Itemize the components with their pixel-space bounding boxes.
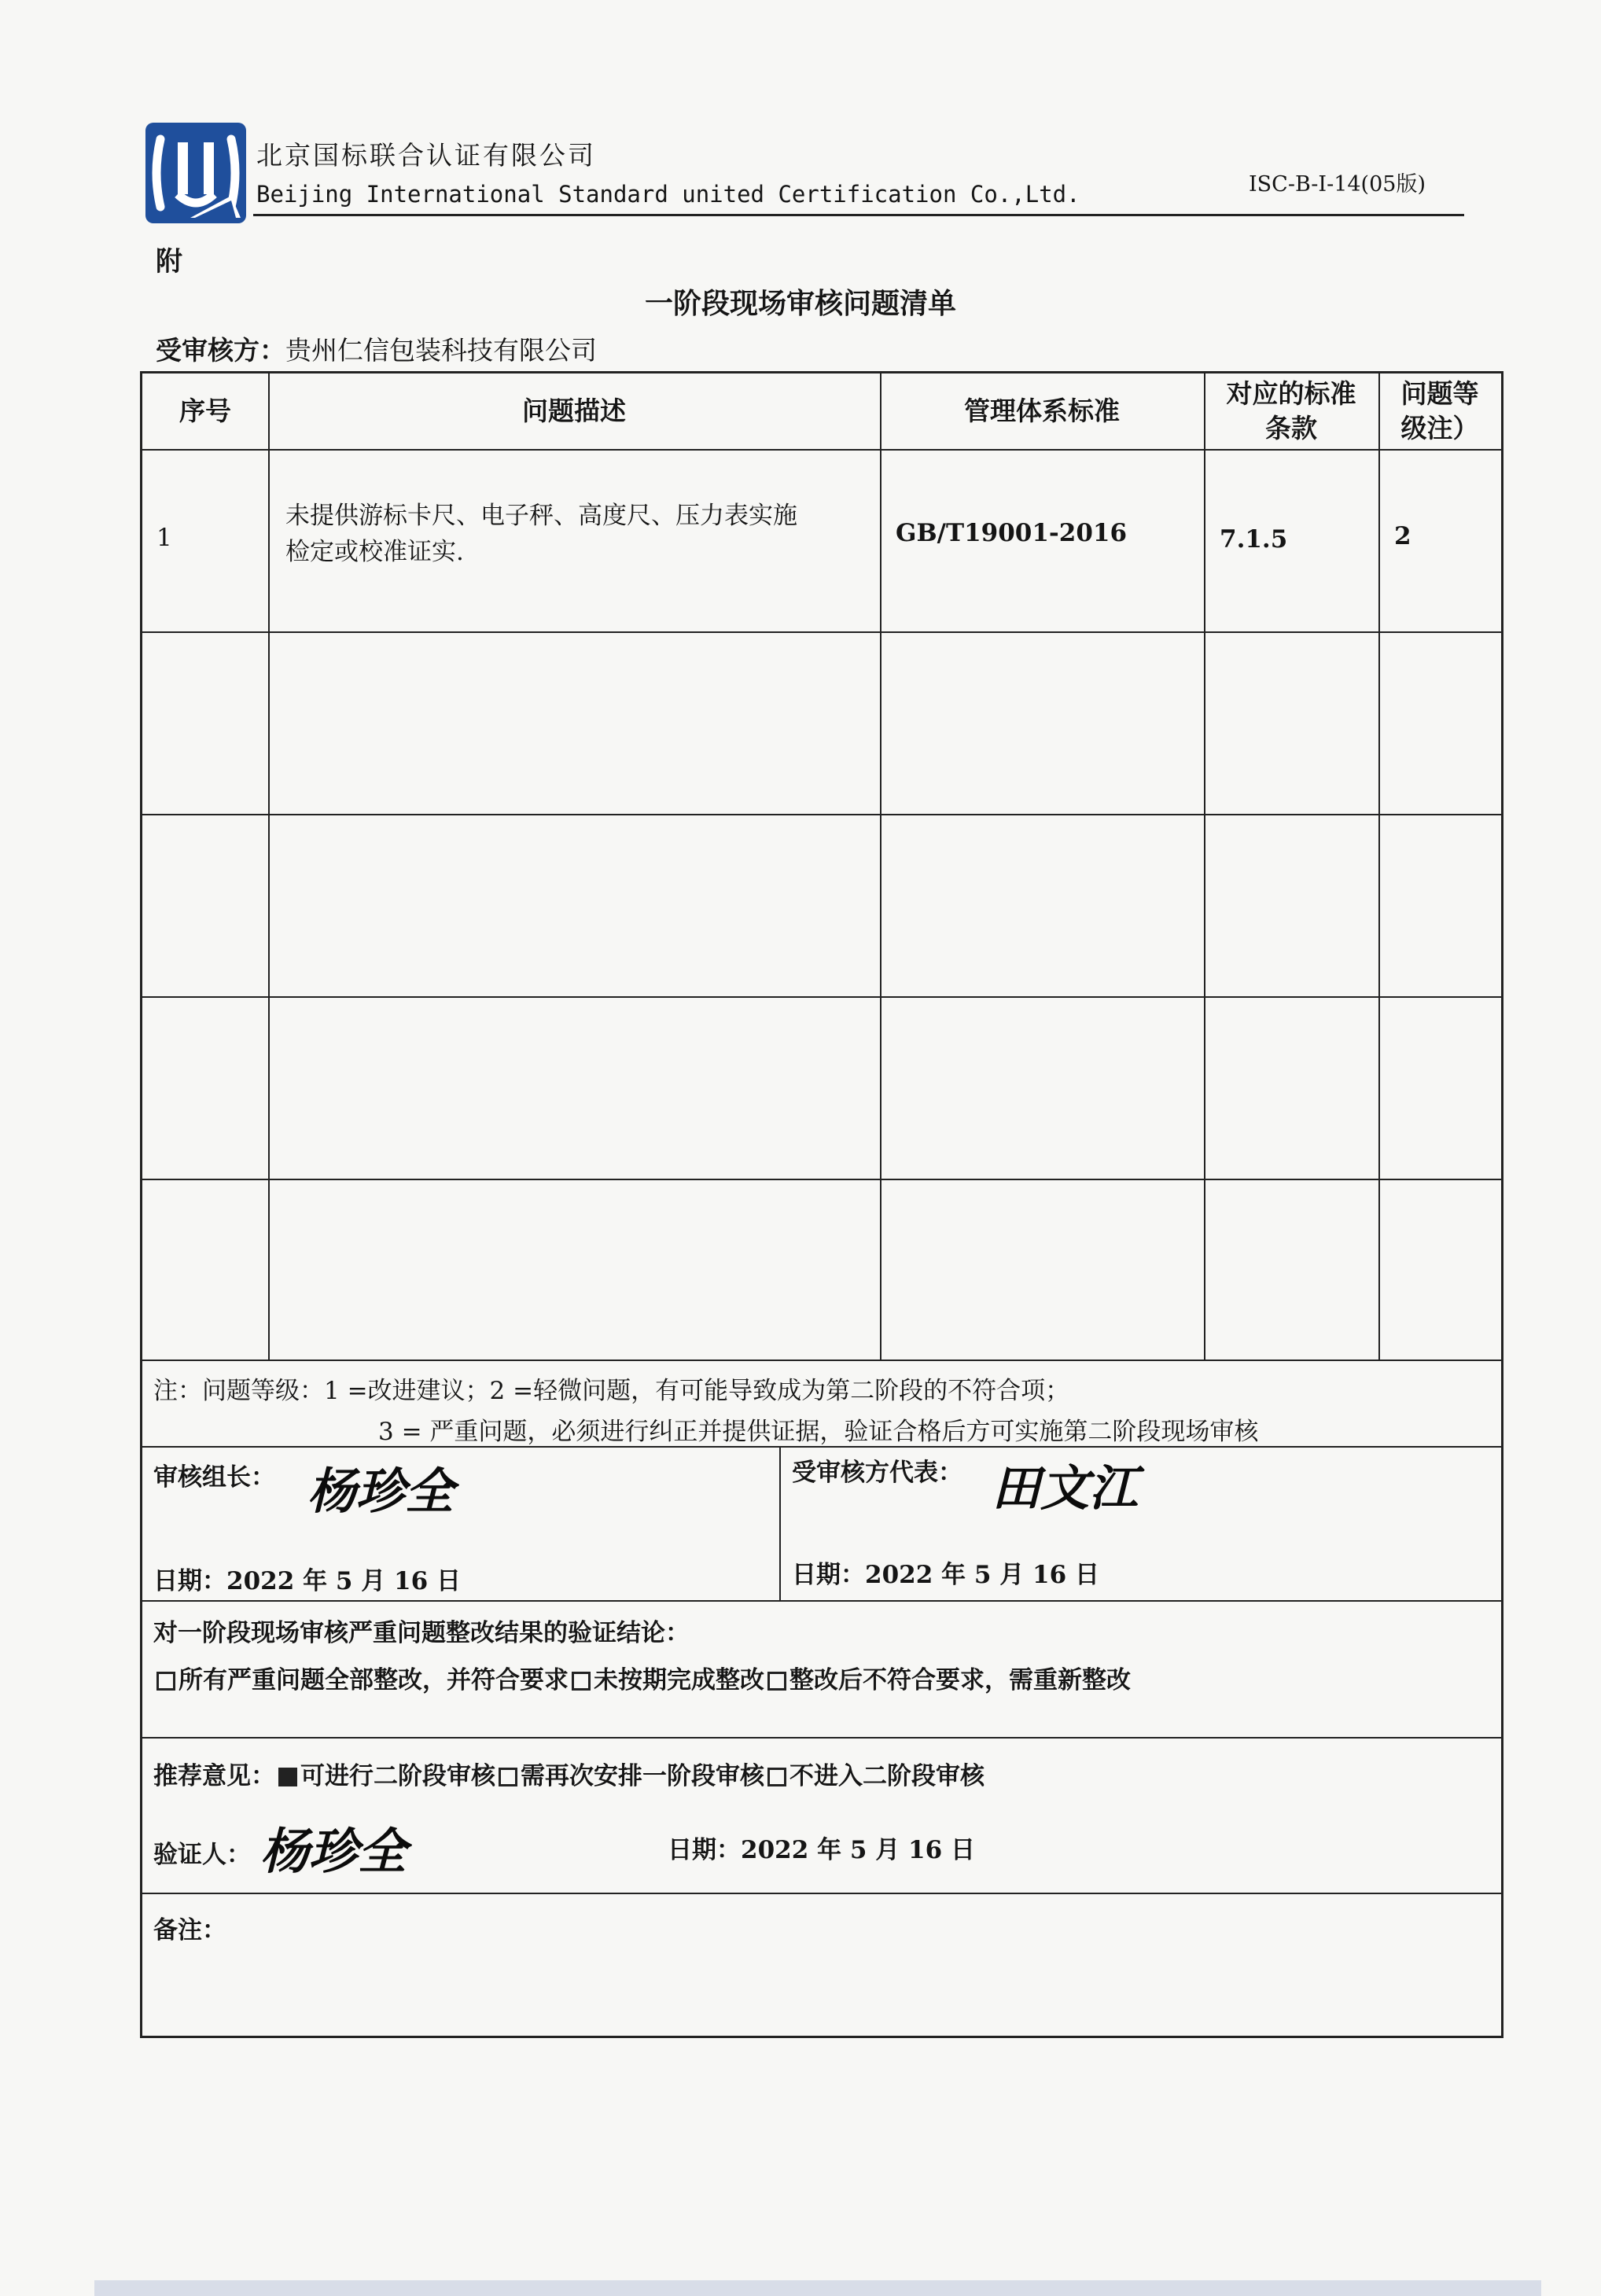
- verifier-signature: 杨珍全: [260, 1823, 407, 1880]
- grid-line: [142, 1600, 1501, 1602]
- auditee-label: 受审核方：: [156, 335, 285, 366]
- header-standard: 管理体系标准: [964, 396, 1120, 426]
- recommend-checkbox-3[interactable]: [767, 1768, 786, 1786]
- header-rule: [253, 214, 1464, 216]
- grid-line: [1204, 373, 1205, 1360]
- rep-signature: 田文江: [992, 1459, 1139, 1517]
- verification-label: 对一阶段现场审核严重问题整改结果的验证结论：: [153, 1619, 690, 1647]
- leader-label: 审核组长：: [153, 1463, 275, 1492]
- row-1-description: 未提供游标卡尺、电子秤、高度尺、压力表实施 检定或校准证实.: [285, 502, 797, 566]
- grid-line: [142, 996, 1501, 998]
- rep-date: 日期：2022 年 5 月 16 日: [792, 1561, 1099, 1589]
- note-line-2: 3 = 严重问题，必须进行纠正并提供证据，验证合格后方可实施第二阶段现场审核: [378, 1418, 1259, 1446]
- verifier-date: 日期：2022 年 5 月 16 日: [668, 1836, 975, 1864]
- header-no: 序号: [179, 396, 231, 426]
- verification-options: 所有严重问题全部整改，并符合要求 未按期完成整改 整改后不符合要求，需重新整改: [153, 1660, 1131, 1695]
- header-clause: 对应的标准 条款: [1226, 378, 1356, 443]
- grid-line: [142, 1360, 1501, 1361]
- recommend-line: 推荐意见： 可进行二阶段审核 需再次安排一阶段审核 不进入二阶段审核: [153, 1762, 985, 1790]
- page-title: 一阶段现场审核问题清单: [644, 287, 956, 320]
- note-line-1: 注：问题等级：1 =改进建议；2 =轻微问题，有可能导致成为第二阶段的不符合项；: [153, 1377, 1070, 1405]
- grid-line: [880, 373, 881, 1360]
- auditee-line: [156, 330, 597, 367]
- leader-signature: 杨珍全: [307, 1463, 455, 1520]
- remarks-label: 备注：: [153, 1916, 226, 1945]
- company-name-cn: 北京国标联合认证有限公司: [256, 140, 596, 171]
- grid-line: [1378, 373, 1380, 1360]
- grid-line: [142, 1737, 1501, 1739]
- grid-line: [268, 373, 270, 1360]
- rep-label: 受审核方代表：: [792, 1459, 962, 1487]
- grid-line: [142, 449, 1501, 451]
- recommend-checkbox-2[interactable]: [499, 1768, 517, 1786]
- document-code: ISC-B-I-14(05版): [1249, 172, 1426, 197]
- grid-line: [142, 631, 1501, 633]
- grid-line: [142, 1179, 1501, 1180]
- verification-checkbox-3[interactable]: [767, 1672, 786, 1691]
- row-1-standard: GB/T19001-2016: [896, 519, 1128, 547]
- auditee-name: 贵州仁信包装科技有限公司: [285, 335, 597, 366]
- company-name-en: Beijing International Standard united Certification Co.,Ltd.: [256, 181, 1080, 208]
- header-desc: 问题描述: [522, 396, 626, 426]
- bisc-logo-icon: [143, 120, 248, 226]
- grid-line: [142, 814, 1501, 815]
- verification-checkbox-1[interactable]: [156, 1672, 175, 1691]
- annex-label: 附: [156, 246, 182, 278]
- row-1-level: 2: [1394, 522, 1411, 550]
- leader-date: 日期：2022 年 5 月 16 日: [153, 1567, 461, 1595]
- verifier-label: 验证人：: [153, 1841, 251, 1869]
- verification-checkbox-2[interactable]: [572, 1672, 591, 1691]
- row-1-no: 1: [156, 524, 172, 552]
- row-1-clause: 7.1.5: [1220, 525, 1288, 554]
- scan-edge: [94, 2280, 1541, 2296]
- header-level: 问题等 级注）: [1400, 378, 1479, 443]
- audit-form: [140, 371, 1503, 2038]
- grid-line: [779, 1446, 781, 1600]
- recommend-checkbox-1[interactable]: [278, 1768, 297, 1786]
- grid-line: [142, 1893, 1501, 1894]
